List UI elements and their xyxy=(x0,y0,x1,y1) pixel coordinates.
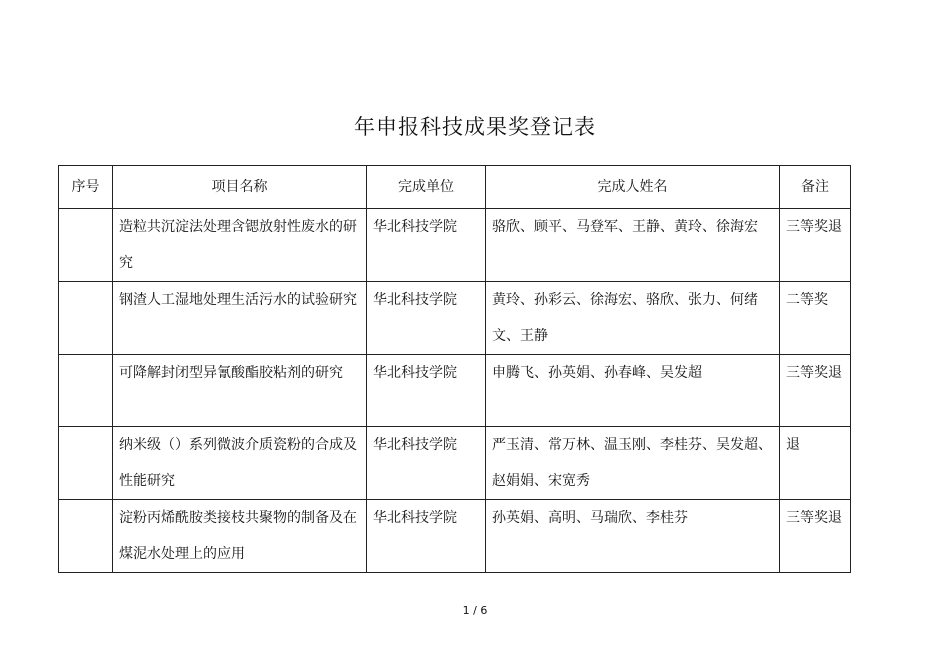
header-note: 备注 xyxy=(780,166,851,209)
cell-note: 二等奖 xyxy=(780,282,851,355)
table-row xyxy=(59,282,851,355)
cell-note: 退 xyxy=(780,427,851,500)
table-row xyxy=(59,355,851,427)
table-row xyxy=(59,209,851,282)
cell-project-name: 淀粉丙烯酰胺类接枝共聚物的制备及在煤泥水处理上的应用 xyxy=(113,500,367,573)
cell-people: 黄玲、孙彩云、徐海宏、骆欣、张力、何绪文、王静 xyxy=(486,282,780,355)
cell-project-name: 纳米级（）系列微波介质瓷粉的合成及性能研究 xyxy=(113,427,367,500)
cell-seq xyxy=(59,282,113,355)
header-project-name: 项目名称 xyxy=(113,166,367,209)
table-row xyxy=(59,500,851,573)
cell-unit: 华北科技学院 xyxy=(367,427,486,500)
award-registration-table xyxy=(58,165,851,573)
cell-unit: 华北科技学院 xyxy=(367,282,486,355)
cell-project-name: 钢渣人工湿地处理生活污水的试验研究 xyxy=(113,282,367,355)
cell-people: 骆欣、顾平、马登军、王静、黄玲、徐海宏 xyxy=(486,209,780,282)
cell-people: 孙英娟、高明、马瑞欣、李桂芬 xyxy=(486,500,780,573)
cell-project-name: 可降解封闭型异氰酸酯胶粘剂的研究 xyxy=(113,355,367,427)
cell-people: 严玉清、常万林、温玉刚、李桂芬、吴发超、赵娟娟、宋宽秀 xyxy=(486,427,780,500)
table-row xyxy=(59,427,851,500)
header-seq: 序号 xyxy=(59,166,113,209)
cell-note: 三等奖退 xyxy=(780,209,851,282)
cell-unit: 华北科技学院 xyxy=(367,209,486,282)
cell-note: 三等奖退 xyxy=(780,500,851,573)
cell-unit: 华北科技学院 xyxy=(367,500,486,573)
cell-seq xyxy=(59,209,113,282)
page-number: 1 / 6 xyxy=(462,604,488,617)
cell-project-name: 造粒共沉淀法处理含锶放射性废水的研究 xyxy=(113,209,367,282)
cell-people: 申腾飞、孙英娟、孙春峰、吴发超 xyxy=(486,355,780,427)
cell-seq xyxy=(59,355,113,427)
page-title: 年申报科技成果奖登记表 xyxy=(354,115,596,139)
header-people: 完成人姓名 xyxy=(486,166,780,209)
cell-seq xyxy=(59,427,113,500)
table-header-row xyxy=(59,166,851,209)
cell-note: 三等奖退 xyxy=(780,355,851,427)
header-unit: 完成单位 xyxy=(367,166,486,209)
cell-unit: 华北科技学院 xyxy=(367,355,486,427)
cell-seq xyxy=(59,500,113,573)
